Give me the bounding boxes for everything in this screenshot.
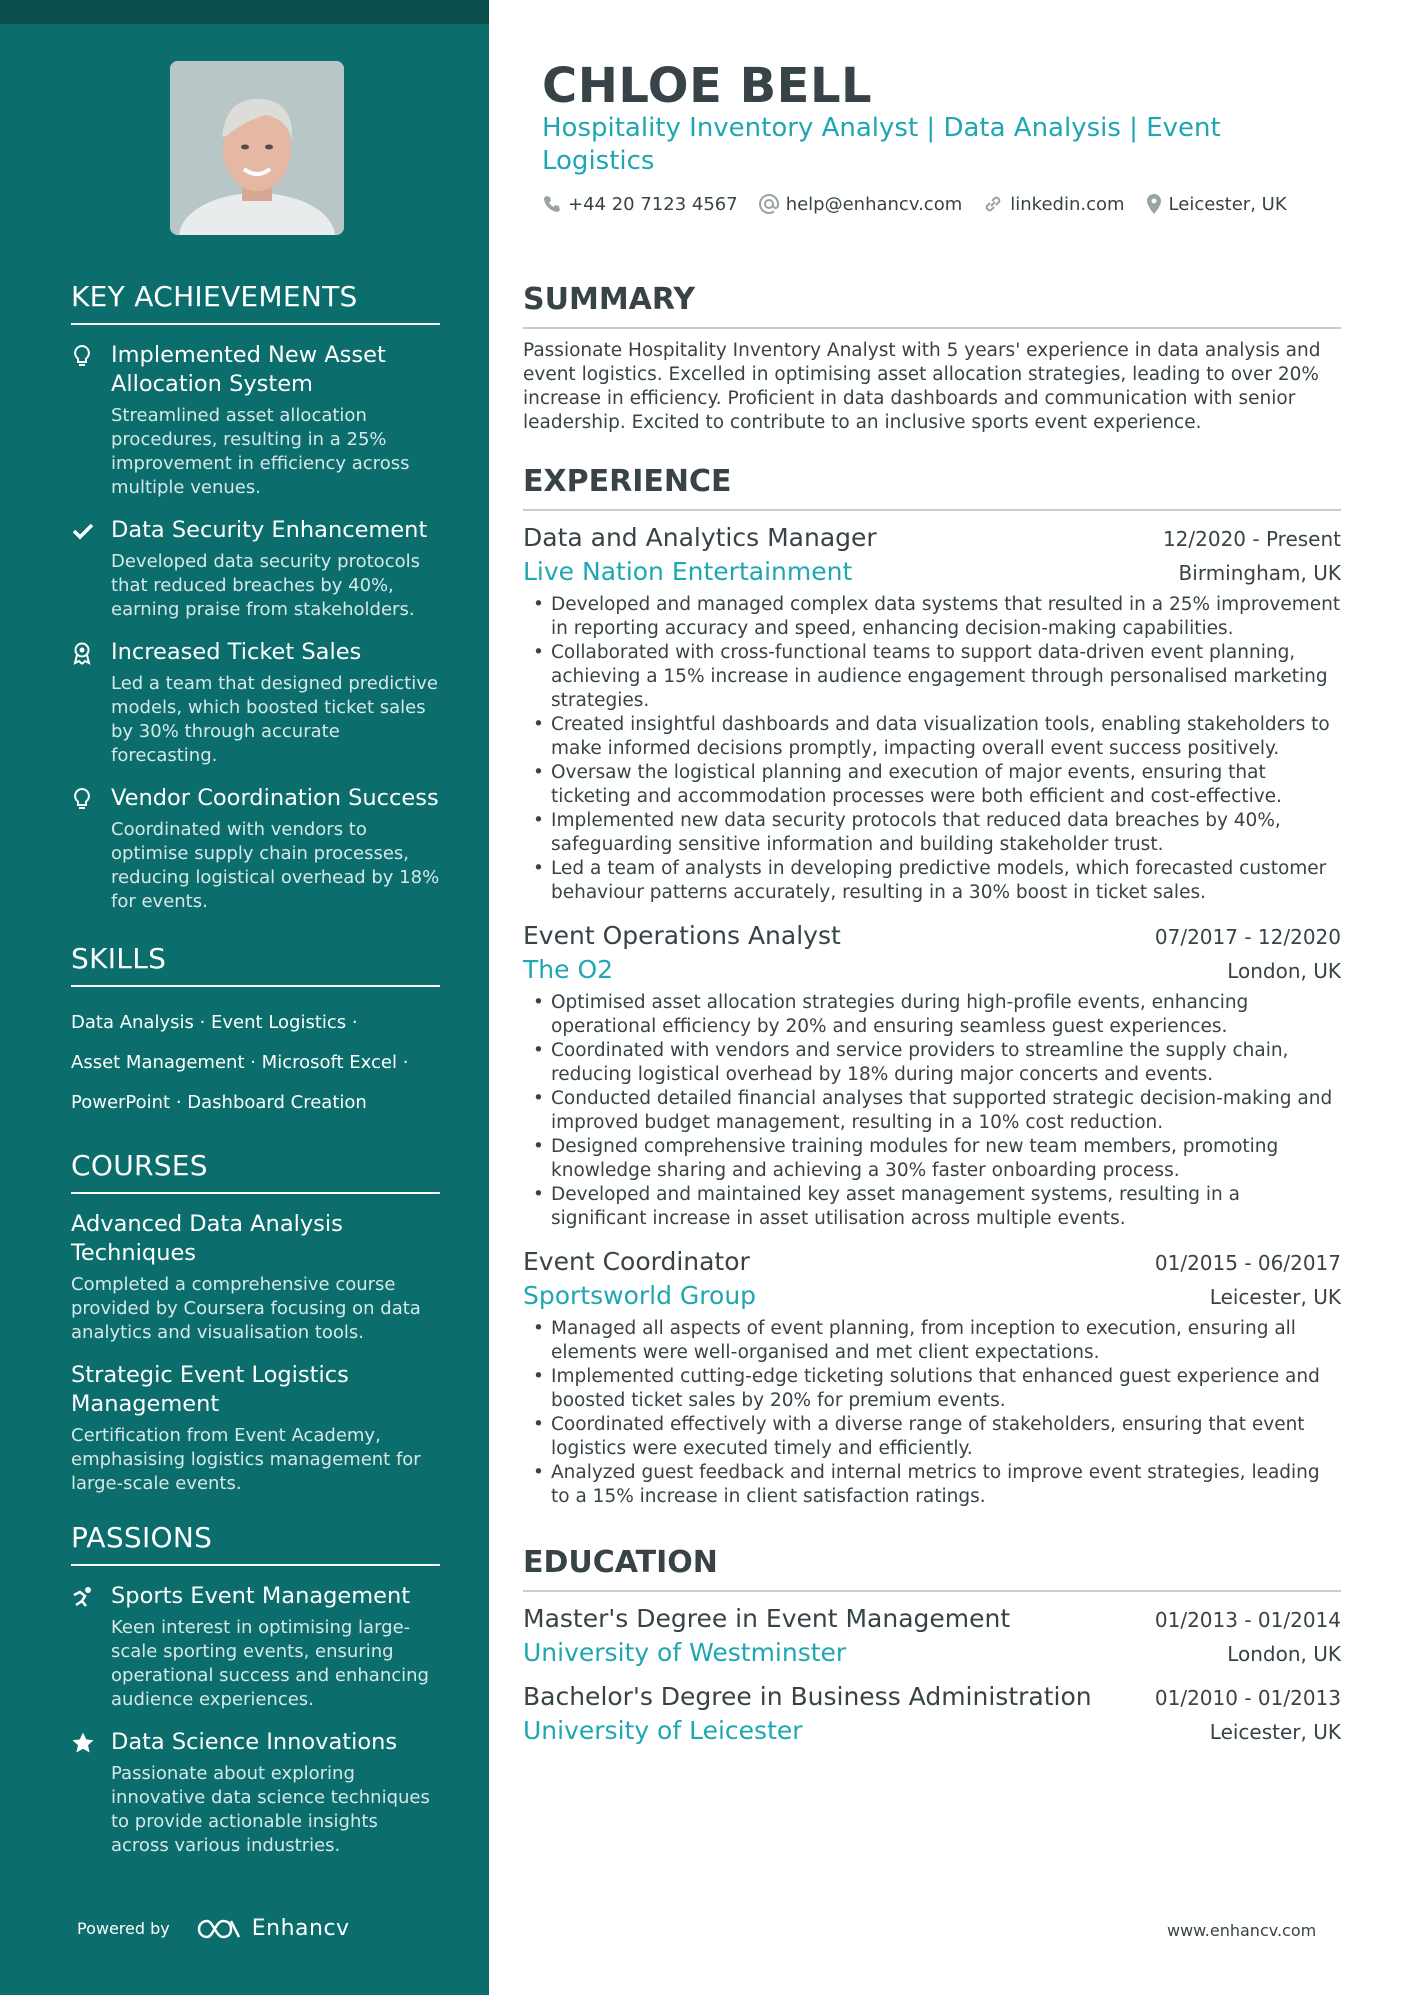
achievement-desc: Coordinated with vendors to optimise supply chain processes, reducing logistical overhead by 18% for events. [111,819,440,912]
school-location: Leicester, UK [1209,1720,1341,1744]
degree-title: Master's Degree in Event Management [523,1604,1011,1633]
powered-by [77,1916,350,1941]
achievement-item [71,784,440,914]
achievement-title: Data Security Enhancement [111,517,428,543]
map-pin-icon [1145,193,1163,215]
passion-desc: Passionate about exploring innovative data science techniques to provide actionable insights across various industries. [111,1763,430,1856]
courses-title: COURSES [71,1149,440,1194]
link-icon [982,193,1004,215]
job-bullet: • Designed comprehensive training modules for new team members, promoting knowledge sharing and achieving a 30% faster onboarding process. [523,1135,1341,1183]
sidebar-top-band [0,0,489,24]
school-name: University of Leicester [523,1716,803,1745]
job-title: Event Coordinator [523,1247,750,1276]
location-text: Leicester, UK [1168,193,1287,215]
check-icon [71,519,95,543]
phone-icon [542,194,562,214]
course-title: Strategic Event Logistics Management [71,1362,349,1417]
job-bullet: • Oversaw the logistical planning and execution of major events, ensuring that ticketing and accommodation processes were both efficient and cost-effective. [523,761,1341,809]
skills-line: Asset Management · Microsoft Excel · [71,1052,409,1073]
job-bullet: • Developed and maintained key asset management systems, resulting in a significant increase in asset utilisation across multiple events. [523,1183,1341,1231]
lightbulb-icon [71,344,95,368]
job-company: Live Nation Entertainment [523,557,853,586]
achievement-title: Implemented New Asset Allocation System [111,342,386,397]
contact-bar [542,193,1307,215]
education-dates: 01/2013 - 01/2014 [1154,1608,1341,1632]
achievement-desc: Streamlined asset allocation procedures, resulting in a 25% improvement in efficiency across multiple venues. [111,405,410,498]
star-icon [71,1731,95,1755]
contact-location [1145,193,1287,215]
job-title: Event Operations Analyst [523,921,841,950]
education-title: EDUCATION [523,1545,1341,1592]
job-bullet: • Analyzed guest feedback and internal metrics to improve event strategies, leading to a 15% increase in client satisfaction ratings. [523,1461,1341,1509]
job-entry [523,919,1341,1231]
passion-title: Data Science Innovations [111,1729,398,1755]
skills-line: PowerPoint · Dashboard Creation [71,1092,367,1113]
job-entry [523,1245,1341,1509]
education-entry [523,1680,1341,1748]
job-dates: 01/2015 - 06/2017 [1154,1251,1341,1275]
skills-section [71,942,440,1123]
passion-title: Sports Event Management [111,1583,411,1609]
skills-list [71,1003,440,1123]
job-bullet: • Implemented new data security protocols that reduced data breaches by 40%, safeguarding sensitive information and building stakeholder trust. [523,809,1341,857]
job-bullet: • Coordinated effectively with a diverse range of stakeholders, ensuring that event logistics were executed timely and efficiently. [523,1413,1341,1461]
passions-section [71,1521,440,1874]
summary-section [523,282,1341,435]
powered-by-label: Powered by [77,1919,170,1938]
linkedin-text: linkedin.com [1010,193,1125,215]
contact-linkedin[interactable] [982,193,1124,215]
enhancv-logo[interactable] [196,1916,350,1941]
job-location: London, UK [1227,959,1341,983]
job-bullet: • Conducted detailed financial analyses that supported strategic decision-making and improved budget management, resulting in a 10% cost reduction. [523,1087,1341,1135]
education-dates: 01/2010 - 01/2013 [1154,1686,1341,1710]
school-location: London, UK [1227,1642,1341,1666]
enhancv-logo-icon [196,1917,242,1941]
achievement-item [71,638,440,768]
job-bullets [523,991,1341,1231]
passion-desc: Keen interest in optimising large-scale sporting events, ensuring operational success and enhancing audience experiences. [111,1617,429,1710]
job-location: Leicester, UK [1209,1285,1341,1309]
degree-title: Bachelor's Degree in Business Administration [523,1682,1092,1711]
job-bullets [523,1317,1341,1509]
achievement-item [71,516,440,622]
passion-item [71,1728,440,1858]
job-title: Data and Analytics Manager [523,523,877,552]
job-bullet: • Implemented cutting-edge ticketing solutions that enhanced guest experience and boosted ticket sales by 20% for premium events. [523,1365,1341,1413]
job-bullet: • Collaborated with cross-functional teams to support data-driven event planning, achieving a 15% increase in audience engagement through personalised marketing strategies. [523,641,1341,713]
skills-line: Data Analysis · Event Logistics · [71,1012,358,1033]
summary-text: Passionate Hospitality Inventory Analyst with 5 years' experience in data analysis and event logistics. Excelled in optimising asset allocation strategies, leading to over 20% increase in efficiency. Proficient in data dashboards and communication with senior leadership. Excited to contribute to an inclusive sports event experience. [523,340,1321,433]
job-bullet: • Managed all aspects of event planning, from inception to execution, ensuring all elements were well-organised and met client expectations. [523,1317,1341,1365]
job-dates: 07/2017 - 12/2020 [1154,925,1341,949]
contact-email[interactable] [758,193,963,215]
experience-section [523,464,1341,1523]
achievement-desc: Led a team that designed predictive models, which boosted ticket sales by 30% through accurate forecasting. [111,673,438,766]
sports-icon [71,1585,95,1609]
job-bullets [523,593,1341,905]
job-bullet: • Coordinated with vendors and service providers to streamline the supply chain, reducing logistical overhead by 18% during major concerts and events. [523,1039,1341,1087]
passions-title: PASSIONS [71,1521,440,1566]
job-company: Sportsworld Group [523,1281,757,1310]
job-dates: 12/2020 - Present [1162,527,1341,551]
job-bullet: • Led a team of analysts in developing predictive models, which forecasted customer behaviour patterns accurately, resulting in a 30% boost in ticket sales. [523,857,1341,905]
education-section [523,1545,1341,1758]
school-name: University of Westminster [523,1638,847,1667]
candidate-headline: Hospitality Inventory Analyst | Data Analysis | Event Logistics [542,113,1221,176]
phone-text: +44 20 7123 4567 [568,193,738,215]
skills-title: SKILLS [71,942,440,987]
email-text: help@enhancv.com [785,193,963,215]
course-title: Advanced Data Analysis Techniques [71,1211,343,1266]
job-bullet: • Developed and managed complex data systems that resulted in a 25% improvement in reporting accuracy and speed, enhancing decision-making capabilities. [523,593,1341,641]
achievement-title: Vendor Coordination Success [111,785,439,811]
award-icon [71,641,95,665]
footer-url[interactable]: www.enhancv.com [1167,1921,1317,1940]
course-item [71,1210,440,1345]
education-entry [523,1602,1341,1670]
key-achievements-title: KEY ACHIEVEMENTS [71,280,440,325]
experience-title: EXPERIENCE [523,464,1341,511]
at-sign-icon [758,193,780,215]
sidebar [0,0,489,1995]
course-desc: Certification from Event Academy, emphasising logistics management for large-scale events. [71,1425,421,1494]
job-bullet: • Created insightful dashboards and data visualization tools, enabling stakeholders to make informed decisions promptly, impacting overall event success positively. [523,713,1341,761]
achievement-item [71,341,440,500]
job-location: Birmingham, UK [1178,561,1341,585]
course-item [71,1361,440,1496]
job-bullet: • Optimised asset allocation strategies during high-profile events, enhancing operational efficiency by 20% and ensuring seamless guest experiences. [523,991,1341,1039]
passion-item [71,1582,440,1712]
key-achievements-section [71,280,440,930]
courses-section [71,1149,440,1512]
job-entry [523,521,1341,905]
candidate-name: CHLOE BELL [542,58,873,114]
achievement-title: Increased Ticket Sales [111,639,362,665]
lightbulb-icon [71,787,95,811]
profile-photo [170,61,344,235]
summary-title: SUMMARY [523,282,1341,329]
achievement-desc: Developed data security protocols that reduced breaches by 40%, earning praise from stakeholders. [111,551,420,620]
contact-phone[interactable] [542,193,738,215]
course-desc: Completed a comprehensive course provided by Coursera focusing on data analytics and visualisation tools. [71,1274,421,1343]
job-company: The O2 [523,955,614,984]
brand-name: Enhancv [251,1916,350,1941]
